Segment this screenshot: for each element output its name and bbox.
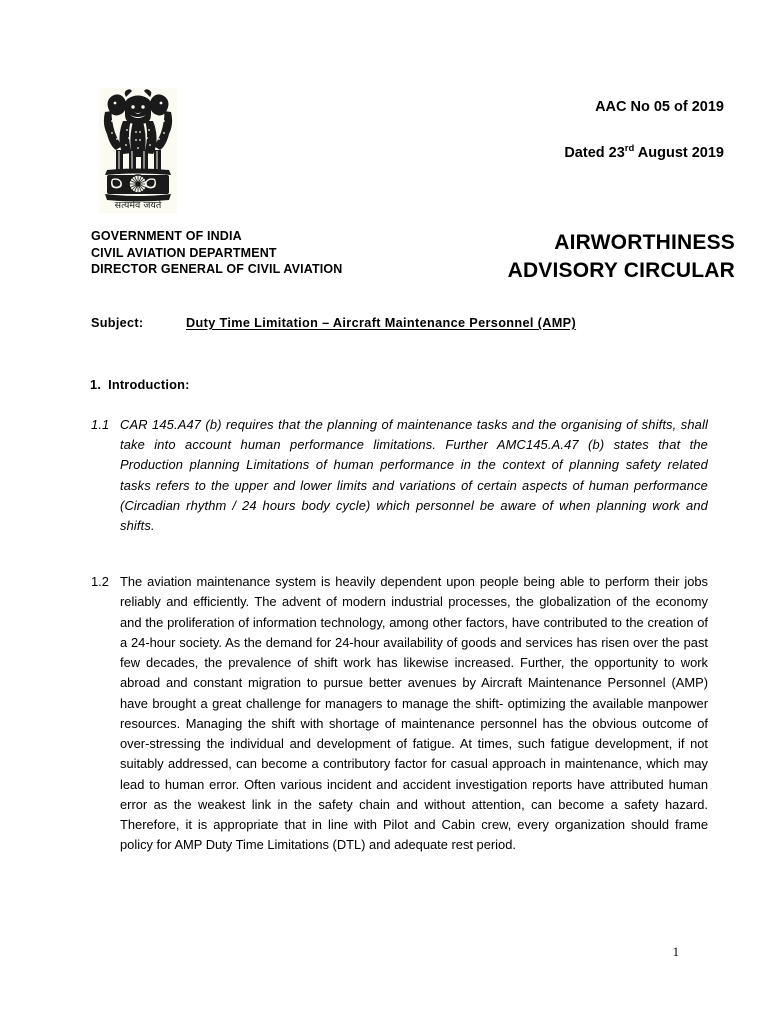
- date-prefix: Dated 23: [564, 144, 625, 161]
- org-line-dgca: DIRECTOR GENERAL OF CIVIL AVIATION: [91, 262, 343, 276]
- aac-number: AAC No 05 of 2019: [595, 99, 724, 115]
- section-title: Introduction:: [108, 377, 190, 392]
- document-header: [0, 0, 768, 300]
- paragraph-1-1: [91, 415, 708, 536]
- paragraph-1-2: [91, 572, 708, 856]
- paragraph-number: 1.2: [91, 574, 109, 589]
- date-ordinal: rd: [624, 143, 635, 155]
- subject-value: Duty Time Limitation – Aircraft Maintenance Personnel (AMP): [186, 316, 577, 330]
- section-heading-introduction: [90, 377, 190, 392]
- subject-line: [91, 316, 691, 330]
- subject-label: Subject:: [91, 316, 144, 330]
- page-number: 1: [672, 945, 679, 959]
- paragraph-text: CAR 145.A47 (b) requires that the planning of maintenance tasks and the organising of shifts, shall take into account human performance limitations. Further AMC145.A.47 (b) states that the Production planning Limitations of human performance in the context of planning safety related tasks refers to the upper and lower limits and variations of certain aspects of human performance (Circadian rhythm / 24 hours body cycle) which personnel be aware of when planning work and shifts.: [120, 417, 708, 533]
- org-line-government: GOVERNMENT OF INDIA: [91, 229, 242, 243]
- title-line-2: ADVISORY CIRCULAR: [507, 258, 735, 282]
- date-suffix: August 2019: [634, 144, 724, 161]
- national-emblem-icon: [99, 88, 177, 213]
- page-title: [508, 229, 735, 284]
- emblem-motto: सत्यमेव जयते: [114, 200, 162, 211]
- title-line-1: AIRWORTHINESS: [554, 231, 735, 254]
- issuing-organisation: [91, 228, 342, 278]
- document-reference: [564, 100, 724, 162]
- section-number: 1.: [90, 377, 102, 392]
- document-date: [564, 143, 724, 162]
- paragraph-number: 1.1: [91, 417, 110, 432]
- paragraph-text: The aviation maintenance system is heavily dependent upon people being able to perform their jobs reliably and efficiently. The advent of modern industrial processes, the globalization of the economy and the proliferation of information technology, among other factors, have contributed to the creation of a 24-hour society. As the demand for 24-hour availability of goods and services has risen over the past few decades, the prevalence of shift work has likewise increased. Further, the opportunity to work abroad and constant migration to pursue better avenues by Aircraft Maintenance Personnel (AMP) have brought a great challenge for managers to manage the shift- optimizing the available manpower resources. Managing the shift with shortage of maintenance personnel has the obvious outcome of over-stressing the individual and development of fatigue. At times, such fatigue development, if not suitably addressed, can become a contributory factor for casual approach in maintenance, which may lead to human error. Often various incident and accident investigation reports have attributed human error as the weakest link in the safety chain and without attention, can become a safety hazard. Therefore, it is appropriate that in line with Pilot and Cabin crew, every organization should frame policy for AMP Duty Time Limitations (DTL) and adequate rest period.: [120, 574, 708, 853]
- org-line-department: CIVIL AVIATION DEPARTMENT: [91, 245, 277, 260]
